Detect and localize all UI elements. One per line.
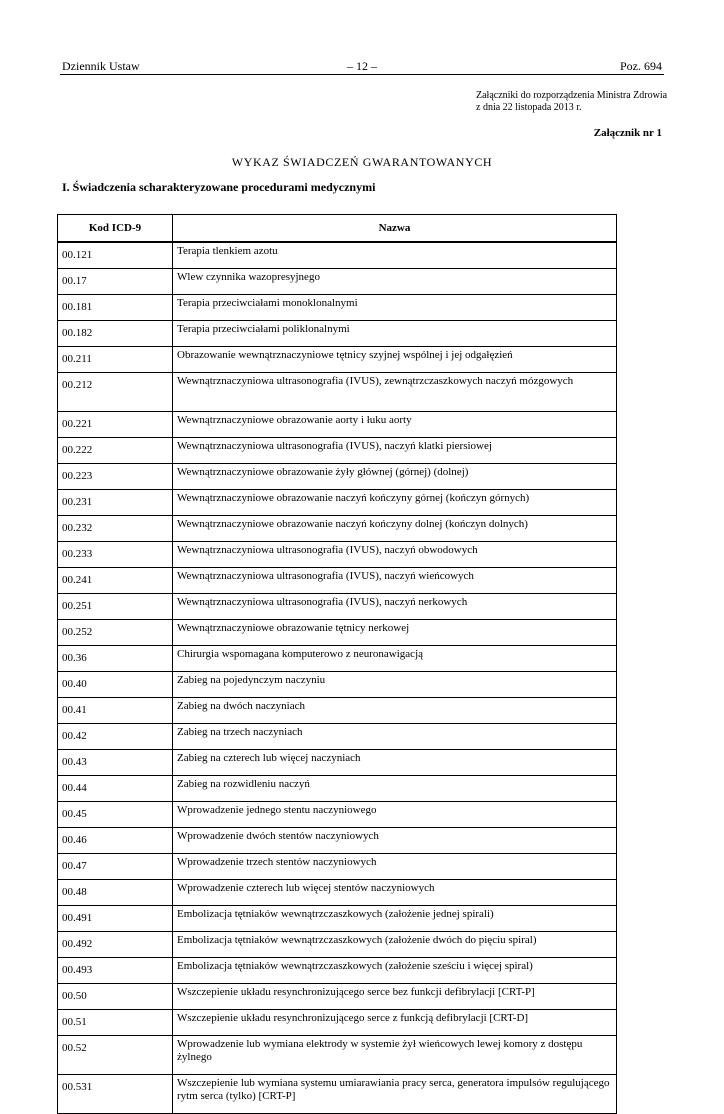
row-code: 00.252 (58, 620, 173, 646)
table-row (58, 295, 617, 321)
row-code: 00.211 (58, 347, 173, 373)
journal-name: Dziennik Ustaw (62, 59, 140, 73)
row-code: 00.121 (58, 242, 173, 269)
row-name: Terapia tlenkiem azotu (173, 242, 617, 269)
row-code: 00.47 (58, 854, 173, 880)
table-row (58, 464, 617, 490)
row-name: Wszczepienie układu resynchronizującego serce z funkcją defibrylacji [CRT-D] (173, 1010, 617, 1036)
table-row (58, 646, 617, 672)
row-code: 00.40 (58, 672, 173, 698)
table-row (58, 906, 617, 932)
row-name: Terapia przeciwciałami monoklonalnymi (173, 295, 617, 321)
row-name: Wprowadzenie czterech lub więcej stentów naczyniowych (173, 880, 617, 906)
row-name: Wewnątrznaczyniowe obrazowanie naczyń kończyny górnej (kończyn górnych) (173, 490, 617, 516)
row-code: 00.45 (58, 802, 173, 828)
table-row (58, 516, 617, 542)
table-row (58, 984, 617, 1010)
table-row (58, 776, 617, 802)
row-name: Obrazowanie wewnątrznaczyniowe tętnicy szyjnej wspólnej i jej odgałęzień (173, 347, 617, 373)
row-name: Zabieg na trzech naczyniach (173, 724, 617, 750)
row-code: 00.17 (58, 269, 173, 295)
page-number: – 12 – (347, 59, 377, 73)
row-code: 00.231 (58, 490, 173, 516)
table-row (58, 594, 617, 620)
column-header-code: Kod ICD-9 (58, 215, 173, 243)
table-row (58, 542, 617, 568)
row-code: 00.493 (58, 958, 173, 984)
row-name: Wewnątrznaczyniowe obrazowanie naczyń kończyny dolnej (kończyn dolnych) (173, 516, 617, 542)
table-row (58, 958, 617, 984)
row-code: 00.46 (58, 828, 173, 854)
row-code: 00.233 (58, 542, 173, 568)
row-code: 00.50 (58, 984, 173, 1010)
annex-note-line-2: z dnia 22 listopada 2013 r. (476, 102, 582, 113)
row-name: Embolizacja tętniaków wewnątrzczaszkowych (założenie dwóch do pięciu spiral) (173, 932, 617, 958)
row-name: Wprowadzenie jednego stentu naczyniowego (173, 802, 617, 828)
row-code: 00.181 (58, 295, 173, 321)
procedures-table (57, 214, 617, 1114)
row-code: 00.182 (58, 321, 173, 347)
row-name: Embolizacja tętniaków wewnątrzczaszkowych (założenie jednej spirali) (173, 906, 617, 932)
table-row (58, 1036, 617, 1075)
section-title: I. Świadczenia scharakteryzowane procedurami medycznymi (62, 180, 376, 194)
table-row (58, 932, 617, 958)
table-row (58, 412, 617, 438)
annex-number: Załącznik nr 1 (593, 127, 662, 139)
table-row (58, 347, 617, 373)
table-row (58, 828, 617, 854)
annex-note (476, 90, 667, 114)
table-row (58, 438, 617, 464)
table-row (58, 672, 617, 698)
header-rule (60, 74, 664, 75)
row-code: 00.251 (58, 594, 173, 620)
row-name: Wewnątrznaczyniowa ultrasonografia (IVUS), naczyń wieńcowych (173, 568, 617, 594)
row-code: 00.221 (58, 412, 173, 438)
row-code: 00.52 (58, 1036, 173, 1075)
row-code: 00.491 (58, 906, 173, 932)
table-row (58, 1075, 617, 1114)
row-name: Wewnątrznaczyniowa ultrasonografia (IVUS), naczyń klatki piersiowej (173, 438, 617, 464)
row-name: Zabieg na rozwidleniu naczyń (173, 776, 617, 802)
column-header-name: Nazwa (173, 215, 617, 243)
row-name: Wprowadzenie lub wymiana elektrody w systemie żył wieńcowych lewej komory z dostępu żylnego (173, 1036, 617, 1075)
row-name: Wlew czynnika wazopresyjnego (173, 269, 617, 295)
table-body (58, 242, 617, 1114)
row-code: 00.223 (58, 464, 173, 490)
row-name: Zabieg na pojedynczym naczyniu (173, 672, 617, 698)
row-name: Chirurgia wspomagana komputerowo z neuronawigacją (173, 646, 617, 672)
table-row (58, 880, 617, 906)
row-code: 00.212 (58, 373, 173, 412)
row-name: Zabieg na dwóch naczyniach (173, 698, 617, 724)
table-row (58, 321, 617, 347)
row-code: 00.492 (58, 932, 173, 958)
row-name: Wszczepienie układu resynchronizującego serce bez funkcji defibrylacji [CRT-P] (173, 984, 617, 1010)
table-row (58, 620, 617, 646)
row-name: Wewnątrznaczyniowa ultrasonografia (IVUS), naczyń nerkowych (173, 594, 617, 620)
row-code: 00.51 (58, 1010, 173, 1036)
row-name: Wprowadzenie trzech stentów naczyniowych (173, 854, 617, 880)
row-code: 00.232 (58, 516, 173, 542)
table-row (58, 490, 617, 516)
table-row (58, 1010, 617, 1036)
row-code: 00.241 (58, 568, 173, 594)
row-code: 00.44 (58, 776, 173, 802)
row-code: 00.48 (58, 880, 173, 906)
row-name: Wewnątrznaczyniowa ultrasonografia (IVUS), zewnątrzczaszkowych naczyń mózgowych (173, 373, 617, 412)
row-code: 00.43 (58, 750, 173, 776)
row-name: Embolizacja tętniaków wewnątrzczaszkowych (założenie sześciu i więcej spiral) (173, 958, 617, 984)
table-header-row (58, 215, 617, 243)
table-row (58, 724, 617, 750)
table-row (58, 269, 617, 295)
row-name: Wewnątrznaczyniowe obrazowanie aorty i łuku aorty (173, 412, 617, 438)
table-row (58, 854, 617, 880)
row-code: 00.41 (58, 698, 173, 724)
document-title: WYKAZ ŚWIADCZEŃ GWARANTOWANYCH (231, 155, 493, 169)
row-name: Wprowadzenie dwóch stentów naczyniowych (173, 828, 617, 854)
table-row (58, 698, 617, 724)
row-name: Wszczepienie lub wymiana systemu umiarawiania pracy serca, generatora impulsów regulującego rytm serca (tylko) [CRT-P] (173, 1075, 617, 1114)
row-code: 00.42 (58, 724, 173, 750)
table-row (58, 802, 617, 828)
row-name: Wewnątrznaczyniowa ultrasonografia (IVUS), naczyń obwodowych (173, 542, 617, 568)
annex-note-line-1: Załączniki do rozporządzenia Ministra Zdrowia (476, 90, 668, 101)
table-row (58, 242, 617, 269)
row-name: Wewnątrznaczyniowe obrazowanie tętnicy nerkowej (173, 620, 617, 646)
row-code: 00.222 (58, 438, 173, 464)
table-row (58, 373, 617, 412)
row-code: 00.531 (58, 1075, 173, 1114)
row-name: Terapia przeciwciałami poliklonalnymi (173, 321, 617, 347)
row-code: 00.36 (58, 646, 173, 672)
table-row (58, 750, 617, 776)
position-number: Poz. 694 (620, 59, 662, 73)
row-name: Wewnątrznaczyniowe obrazowanie żyły głównej (górnej) (dolnej) (173, 464, 617, 490)
row-name: Zabieg na czterech lub więcej naczyniach (173, 750, 617, 776)
table-row (58, 568, 617, 594)
